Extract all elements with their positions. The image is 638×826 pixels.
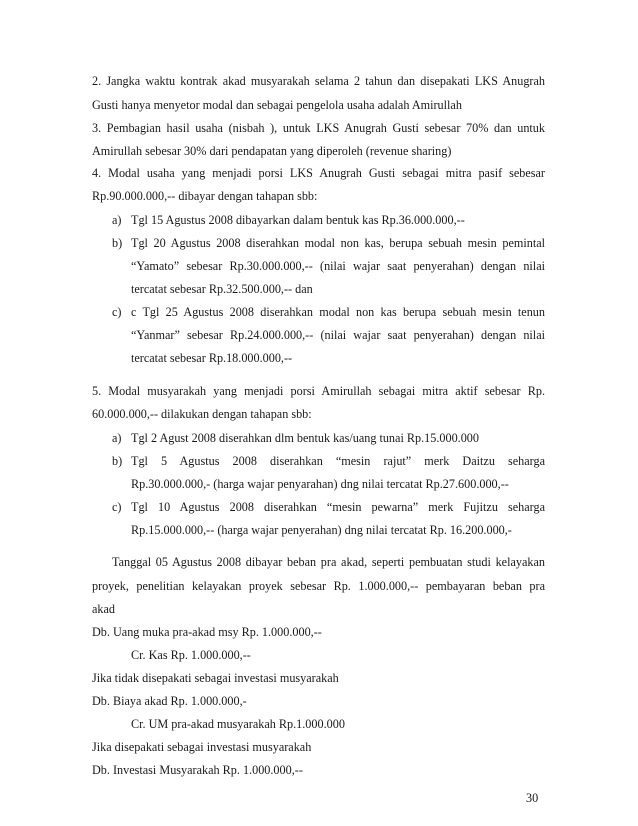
list-item-text: “Yamato” sebesar Rp.30.000.000,-- (nilai wajar saat penyerahan) dengan nilai [131, 259, 545, 273]
paragraph-6-line-1: Tanggal 05 Agustus 2008 dibayar beban pra akad, seperti pembuatan studi kelayakan [112, 555, 545, 569]
paragraph-5-line-1: 5. Modal musyarakah yang menjadi porsi Amirullah sebagai mitra aktif sebesar Rp. [92, 384, 545, 398]
journal-credit-1: Cr. Kas Rp. 1.000.000,-- [131, 648, 251, 662]
list-item-text: c Tgl 25 Agustus 2008 diserahkan modal non kas berupa sebuah mesin tenun [131, 305, 545, 319]
paragraph-6-line-2: proyek, penelitian kelayakan proyek sebesar Rp. 1.000.000,-- pembayaran beban pra [92, 579, 545, 593]
page-number: 30 [526, 791, 539, 805]
list-item-text: Tgl 10 Agustus 2008 diserahkan “mesin pewarna” merk Fujitzu seharga [131, 500, 545, 514]
paragraph-3-line-1: 3. Pembagian hasil usaha (nisbah ), untuk LKS Anugrah Gusti sebesar 70% dan untuk [92, 121, 545, 135]
list-item-text: “Yanmar” sebesar Rp.24.000.000,-- (nilai wajar saat penyerahan) dengan nilai [131, 328, 545, 342]
list-item-label: b) [112, 454, 123, 468]
journal-debit-1: Db. Uang muka pra-akad msy Rp. 1.000.000,-- [92, 625, 322, 639]
journal-note-2: Jika disepakati sebagai investasi musyarakah [92, 740, 312, 754]
paragraph-2-line-1: 2. Jangka waktu kontrak akad musyarakah selama 2 tahun dan disepakati LKS Anugrah [92, 74, 545, 88]
list-item-label: b) [112, 236, 123, 250]
list-item-text: Rp.15.000.000,-- (harga wajar penyerahan) dng nilai tercatat Rp. 16.200.000,- [131, 523, 512, 537]
list-item-label: a) [112, 431, 122, 445]
paragraph-2-line-2: Gusti hanya menyetor modal dan sebagai pengelola usaha adalah Amirullah [92, 98, 462, 112]
list-item-label: a) [112, 213, 122, 227]
journal-credit-2: Cr. UM pra-akad musyarakah Rp.1.000.000 [131, 717, 345, 731]
list-item-text: tercatat sebesar Rp.18.000.000,-- [131, 351, 293, 365]
paragraph-4-line-1: 4. Modal usaha yang menjadi porsi LKS Anugrah Gusti sebagai mitra pasif sebesar [92, 166, 545, 180]
list-item-label: c) [112, 305, 122, 319]
list-item-text: tercatat sebesar Rp.32.500.000,-- dan [131, 282, 313, 296]
paragraph-5-line-2: 60.000.000,-- dilakukan dengan tahapan sbb: [92, 407, 312, 421]
list-item-text: Tgl 15 Agustus 2008 dibayarkan dalam bentuk kas Rp.36.000.000,-- [131, 213, 465, 227]
list-item-text: Tgl 5 Agustus 2008 diserahkan “mesin rajut” merk Daitzu seharga [131, 454, 545, 468]
paragraph-4-line-2: Rp.90.000.000,-- dibayar dengan tahapan sbb: [92, 189, 318, 203]
list-item-text: Tgl 20 Agustus 2008 diserahkan modal non kas, berupa sebuah mesin pemintal [131, 236, 545, 250]
journal-note-1: Jika tidak disepakati sebagai investasi musyarakah [92, 671, 339, 685]
journal-debit-2: Db. Biaya akad Rp. 1.000.000,- [92, 694, 247, 708]
list-item-text: Rp.30.000.000,- (harga wajar penyarahan) dng nilai tercatat Rp.27.600.000,-- [131, 477, 509, 491]
paragraph-6-line-3: akad [92, 602, 116, 616]
list-item-text: Tgl 2 Agust 2008 diserahkan dlm bentuk kas/uang tunai Rp.15.000.000 [131, 431, 479, 445]
list-item-label: c) [112, 500, 122, 514]
journal-debit-3: Db. Investasi Musyarakah Rp. 1.000.000,-- [92, 763, 303, 777]
paragraph-3-line-2: Amirullah sebesar 30% dari pendapatan yang diperoleh (revenue sharing) [92, 144, 452, 158]
